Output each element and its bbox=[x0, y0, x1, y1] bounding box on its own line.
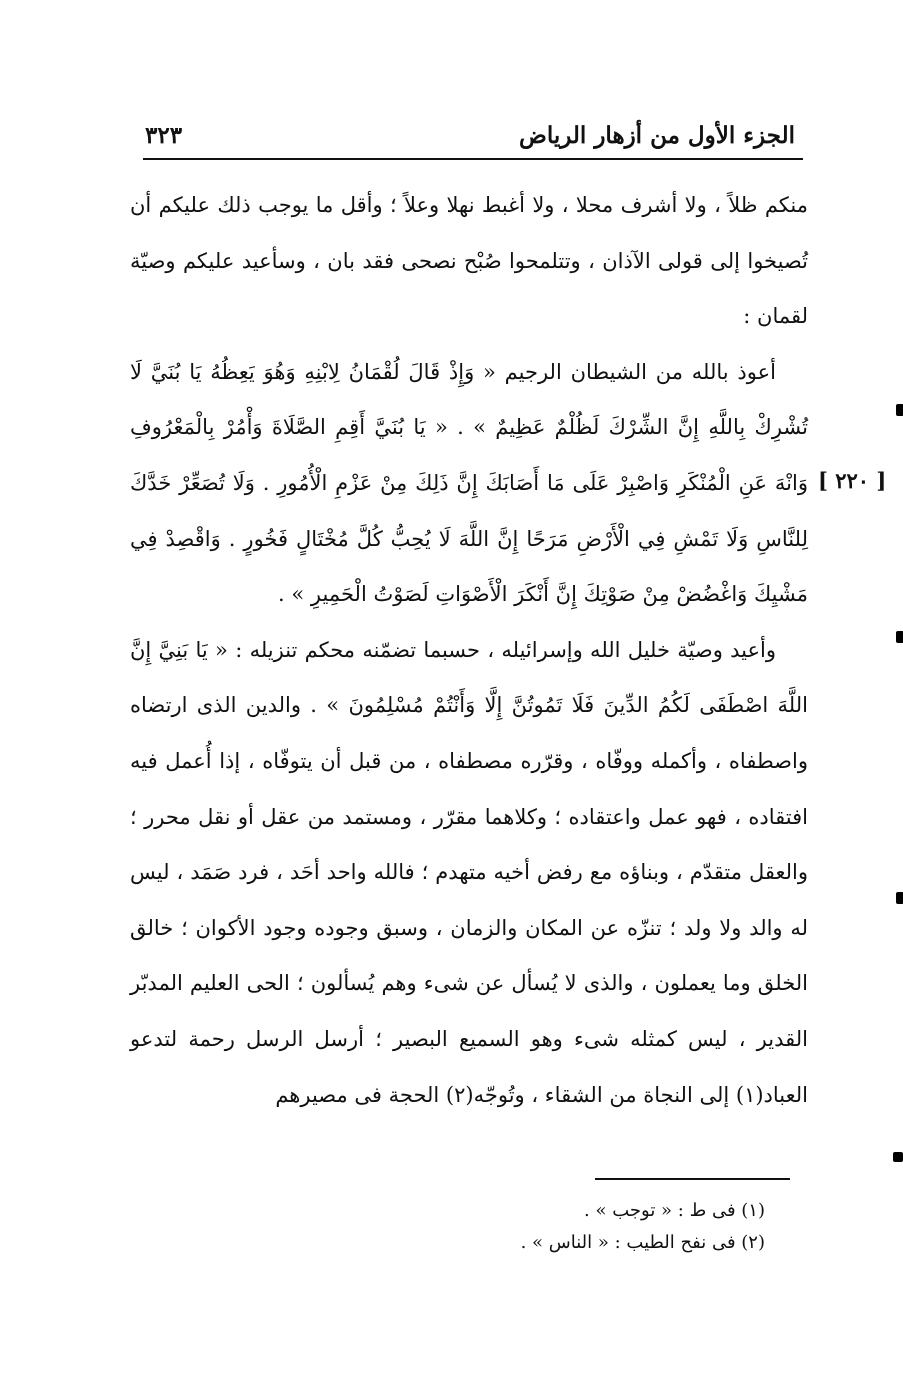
paragraph: منكم ظلاً ، ولا أشرف محلا ، ولا أغبط نهلا وعلاً ؛ وأقل ما يوجب ذلك عليكم أن تُصيخوا إلى قولى الآذان ، وتتلمحوا صُبْح نصحى فقد بان ، وسأعيد عليكم وصيّة لقمان : bbox=[130, 193, 808, 329]
margin-mark bbox=[893, 1152, 903, 1162]
paragraph: وأعيد وصيّة خليل الله وإسرائيله ، حسبما تضمّنه محكم تنزيله : « يَا بَنِيَّ إِنَّ اللَّهَ اصْطَفَى لَكُمُ الدِّينَ فَلَا تَمُوتُنَّ إِلَّا وَأَنْتُمْ مُسْلِمُونَ » . والدين الذى ارتضاه واصطفاه ، وأكمله ووفّاه ، وقرّره مصطفاه ، من قبل أن يتوفّاه ، إذا أُعمل فيه افتقاده ، فهو عمل واعتقاده ؛ وكلاهما مقرّر ، ومستمد من عقل أو نقل محرر ؛ والعقل متقدّم ، وبناؤه مع رفض أخيه متهدم ؛ فالله واحد أحَد ، فرد صَمَد ، ليس له والد ولا ولد ؛ تنزّه عن المكان والزمان ، وسبق وجوده وجود الأكوان ؛ خالق الخلق وما يعملون ، والذى لا يُسأل عن شىء وهم يُسألون ؛ الحى العليم المدبّر القدير ، ليس كمثله شىء وهو السميع البصير ؛ أرسل الرسل رحمة لتدعو العباد(١) إلى النجاة من الشقاء ، وتُوجّه(٢) الحجة فى مصيرهم bbox=[130, 637, 808, 1107]
margin-note: [ ٢٢٠ ] bbox=[818, 468, 887, 493]
header-rule bbox=[143, 158, 803, 160]
footnote: (٢) فى نفح الطيب : « الناس » . bbox=[520, 1232, 765, 1253]
running-title: الجزء الأول من أزهار الرياض bbox=[519, 122, 795, 149]
footnote-rule bbox=[595, 1178, 790, 1180]
footnote: (١) فى ط : « توجب » . bbox=[584, 1200, 765, 1221]
main-text bbox=[130, 178, 808, 1123]
margin-mark bbox=[896, 631, 903, 643]
page-number: ٣٢٣ bbox=[145, 122, 183, 149]
paragraph: أعوذ بالله من الشيطان الرجيم « وَإِذْ قَالَ لُقْمَانُ لِابْنِهِ وَهُوَ يَعِظُهُ يَا بُنَيَّ لَا تُشْرِكْ بِاللَّهِ إِنَّ الشِّرْكَ لَظُلْمٌ عَظِيمٌ » . « يَا بُنَيَّ أَقِمِ الصَّلَاةَ وَأْمُرْ بِالْمَعْرُوفِ وَانْهَ عَنِ الْمُنْكَرِ وَاصْبِرْ عَلَى مَا أَصَابَكَ إِنَّ ذَلِكَ مِنْ عَزْمِ الْأُمُورِ . وَلَا تُصَعِّرْ خَدَّكَ لِلنَّاسِ وَلَا تَمْشِ فِي الْأَرْضِ مَرَحًا إِنَّ اللَّهَ لَا يُحِبُّ كُلَّ مُخْتَالٍ فَخُورٍ . وَاقْصِدْ فِي مَشْيِكَ وَاغْضُضْ مِنْ صَوْتِكَ إِنَّ أَنْكَرَ الْأَصْوَاتِ لَصَوْتُ الْحَمِيرِ » . bbox=[130, 359, 808, 607]
running-head bbox=[145, 122, 795, 162]
margin-mark bbox=[896, 404, 903, 416]
margin-mark bbox=[896, 892, 903, 904]
footnotes bbox=[380, 1195, 765, 1259]
